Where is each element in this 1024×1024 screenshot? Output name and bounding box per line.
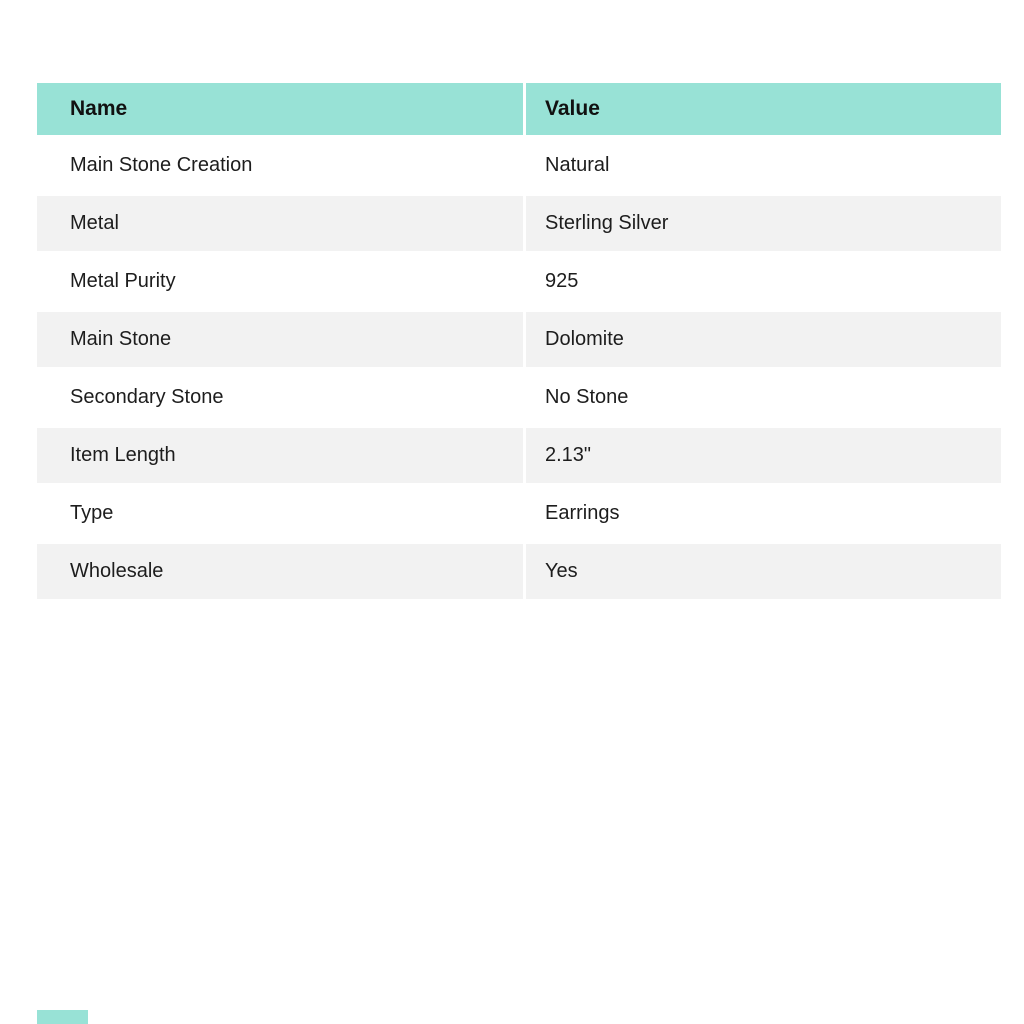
attr-value-cell: Natural bbox=[526, 138, 1001, 193]
table-row bbox=[37, 370, 1001, 425]
attr-value-cell: Sterling Silver bbox=[526, 196, 1001, 251]
attr-name-cell: Metal Purity bbox=[37, 254, 523, 309]
attr-name-cell: Type bbox=[37, 486, 523, 541]
attr-value-cell: 2.13" bbox=[526, 428, 1001, 483]
attr-value-cell: No Stone bbox=[526, 370, 1001, 425]
column-header-value: Value bbox=[526, 83, 1001, 135]
attr-value-cell: 925 bbox=[526, 254, 1001, 309]
table-header-row bbox=[37, 83, 1001, 135]
table-row bbox=[37, 196, 1001, 251]
table-row bbox=[37, 486, 1001, 541]
attr-value-cell: Earrings bbox=[526, 486, 1001, 541]
attr-name-cell: Secondary Stone bbox=[37, 370, 523, 425]
table-row bbox=[37, 544, 1001, 599]
attr-name-cell: Metal bbox=[37, 196, 523, 251]
attr-name-cell: Item Length bbox=[37, 428, 523, 483]
column-header-name: Name bbox=[37, 83, 523, 135]
attr-name-cell: Wholesale bbox=[37, 544, 523, 599]
attr-name-cell: Main Stone Creation bbox=[37, 138, 523, 193]
table-row bbox=[37, 312, 1001, 367]
attr-value-cell: Dolomite bbox=[526, 312, 1001, 367]
cutoff-next-table-header-fragment bbox=[37, 1010, 88, 1024]
attr-value-cell: Yes bbox=[526, 544, 1001, 599]
table-row bbox=[37, 138, 1001, 193]
attr-name-cell: Main Stone bbox=[37, 312, 523, 367]
product-attributes-table bbox=[37, 83, 1001, 599]
table-row bbox=[37, 428, 1001, 483]
table-row bbox=[37, 254, 1001, 309]
